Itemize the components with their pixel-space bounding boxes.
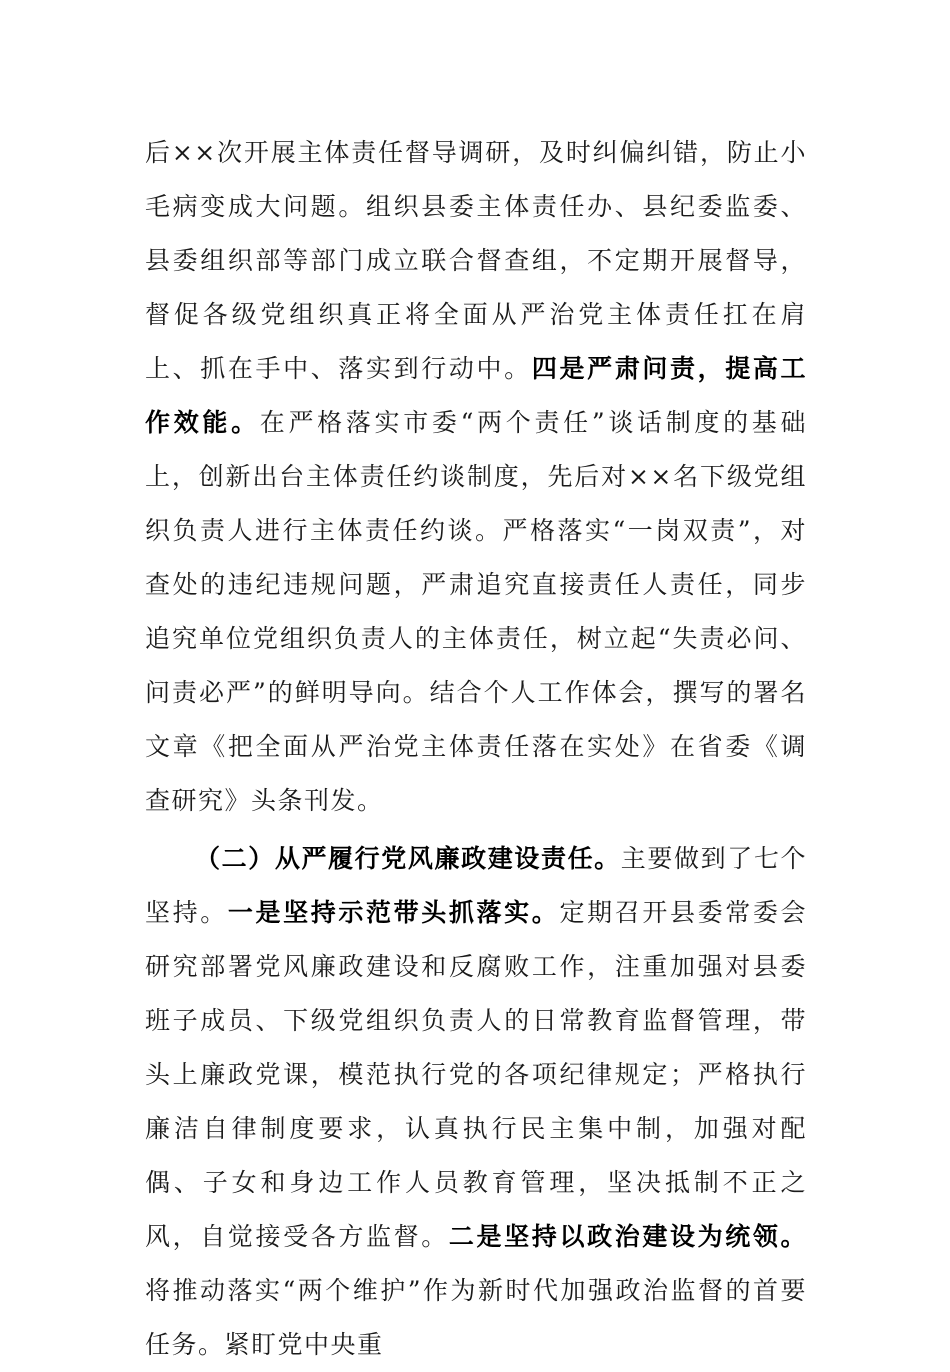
paragraph-2-heading-1: 一是坚持示范带头抓落实。 (227, 898, 560, 927)
paragraph-2-text-3: 将推动落实“两个维护”作为新时代加强政治监督的首要任务。紧盯党中央重 (145, 1276, 807, 1359)
paragraph-1-heading-4: 四是严肃问责，提高工作效能。 (145, 354, 807, 437)
document-body (145, 126, 807, 1372)
paragraph-2 (145, 832, 807, 1372)
paragraph-1-text-2: 在严格落实市委“两个责任”谈话制度的基础上，创新出台主体责任约谈制度，先后对××名下级党组织负责人进行主体责任约谈。严格落实“一岗双责”，对查处的违纪违规问题，严肃追究直接责任人责任，同步追究单位党组织负责人的主体责任，树立起“失责必问、问责必严”的鲜明导向。结合个人工作体会，撰写的署名文章《把全面从严治党主体责任落在实处》在省委《调查研究》头条刊发。 (145, 408, 807, 815)
paragraph-2-text-2: 定期召开县委常委会研究部署党风廉政建设和反腐败工作，注重加强对县委班子成员、下级党组织负责人的日常教育监督管理，带头上廉政党课，模范执行党的各项纪律规定；严格执行廉洁自律制度要求，认真执行民主集中制，加强对配偶、子女和身边工作人员教育管理，坚决抵制不正之风，自觉接受各方监督。 (145, 898, 807, 1251)
paragraph-1 (145, 126, 807, 828)
paragraph-2-heading-2: 二是坚持以政治建设为统领。 (448, 1222, 807, 1251)
section-heading-2: （二）从严履行党风廉政建设责任。 (195, 844, 621, 873)
paragraph-1-text-1: 后××次开展主体责任督导调研，及时纠偏纠错，防止小毛病变成大问题。组织县委主体责任办、县纪委监委、县委组织部等部门成立联合督查组，不定期开展督导，督促各级党组织真正将全面从严治党主体责任扛在肩上、抓在手中、落实到行动中。 (145, 138, 807, 383)
paragraph-2-text-1: 主要做到了七个坚持。 (145, 844, 807, 927)
